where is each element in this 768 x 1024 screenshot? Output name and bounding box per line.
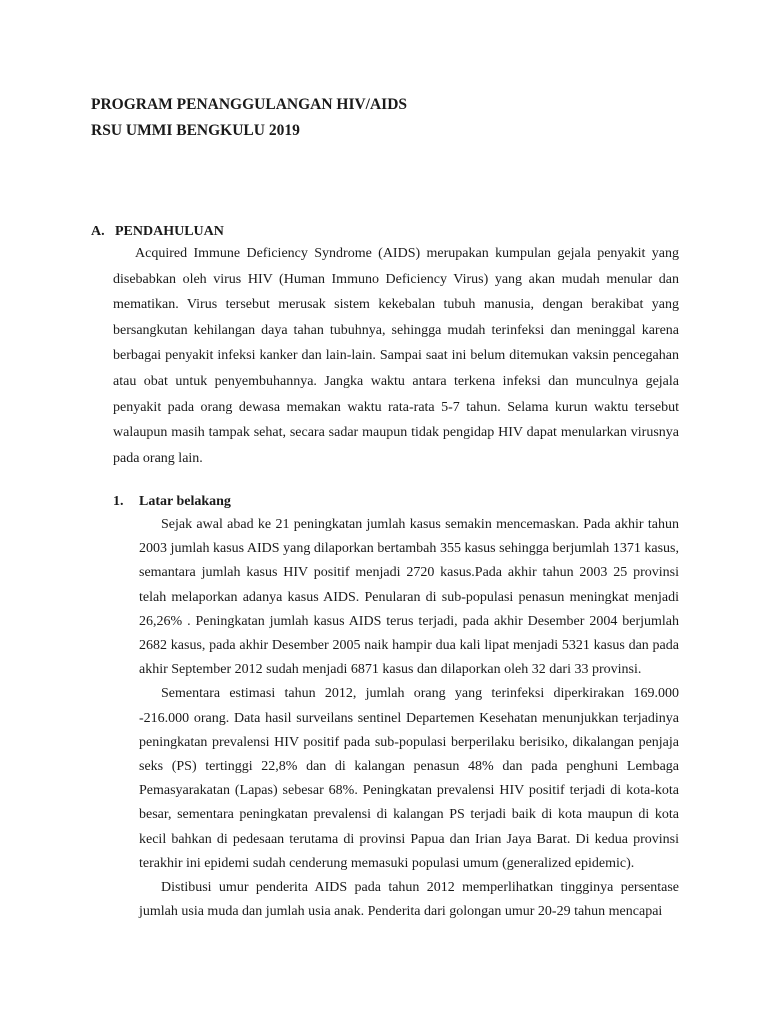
document-title-line-1: PROGRAM PENANGGULANGAN HIV/AIDS	[91, 96, 408, 113]
section-number: A.	[91, 224, 105, 239]
section-heading-pendahuluan	[91, 222, 224, 242]
section-heading-text: PENDAHULUAN	[115, 224, 224, 239]
pendahuluan-paragraph: Acquired Immune Deficiency Syndrome (AIDS) merupakan kumpulan gejala penyakit yang disebabkan oleh virus HIV (Human Immuno Deficiency Virus) yang akan mudah menular dan mematikan. Virus tersebut merusak sistem kekebalan tubuh manusia, dengan berakibat yang bersangkutan kehilangan daya tahan tubuhnya, sehingga mudah terinfeksi dan meninggal karena berbagai penyakit infeksi kanker dan lain-lain. Sampai saat ini belum ditemukan vaksin pencegahan atau obat untuk penyembuhannya. Jangka waktu antara terkena infeksi dan munculnya gejala penyakit pada orang dewasa memakan waktu rata-rata 5-7 tahun. Selama kurun waktu tersebut walaupun masih tampak sehat, secara sadar maupun tidak pengidap HIV dapat menularkan virusnya pada orang lain.	[113, 246, 679, 466]
subsection-heading-latar-belakang	[113, 492, 231, 512]
subsection-number: 1.	[113, 494, 124, 509]
document-title-line-2: RSU UMMI BENGKULU 2019	[91, 122, 300, 139]
latar-belakang-body	[139, 513, 679, 924]
latar-belakang-paragraph-1: Sejak awal abad ke 21 peningkatan jumlah kasus semakin mencemaskan. Pada akhir tahun 2003 jumlah kasus AIDS yang dilaporkan bertambah 355 kasus sehingga berjumlah 1371 kasus, semantara jumlah kasus HIV positif menjadi 2720 kasus.Pada akhir tahun 2003 25 provinsi telah melaporkan adanya kasus AIDS. Penularan di sub-populasi penasun meningkat menjadi 26,26% . Peningkatan jumlah kasus AIDS terus terjadi, pada akhir Desember 2004 berjumlah 2682 kasus, pada akhir Desember 2005 naik hampir dua kali lipat menjadi 5321 kasus dan pada akhir September 2012 sudah menjadi 6871 kasus dan dilaporkan oleh 32 dari 33 provinsi.	[139, 517, 679, 678]
document-title	[91, 92, 691, 144]
subsection-heading-text: Latar belakang	[139, 494, 231, 509]
latar-belakang-paragraph-2: Sementara estimasi tahun 2012, jumlah orang yang terinfeksi diperkirakan 169.000 -216.000 orang. Data hasil surveilans sentinel Departemen Kesehatan menunjukkan terjadinya peningkatan prevalensi HIV positif pada sub-populasi berperilaku berisiko, dikalangan penjaja seks (PS) tertinggi 22,8% dan di kalangan penasun 48% dan pada penghuni Lembaga Pemasyarakatan (Lapas) sebesar 68%. Peningkatan prevalensi HIV positif terjadi di kota-kota besar, sementara peningkatan prevalensi di kalangan PS terjadi baik di kota maupun di kota kecil bahkan di pedesaan terutama di provinsi Papua dan Irian Jaya Barat. Di kedua provinsi terakhir ini epidemi sudah cenderung memasuki populasi umum (generalized epidemic).	[139, 686, 679, 871]
latar-belakang-paragraph-3: Distibusi umur penderita AIDS pada tahun 2012 memperlihatkan tingginya persentase jumlah usia muda dan jumlah usia anak. Penderita dari golongan umur 20-29 tahun mencapai	[139, 880, 679, 920]
